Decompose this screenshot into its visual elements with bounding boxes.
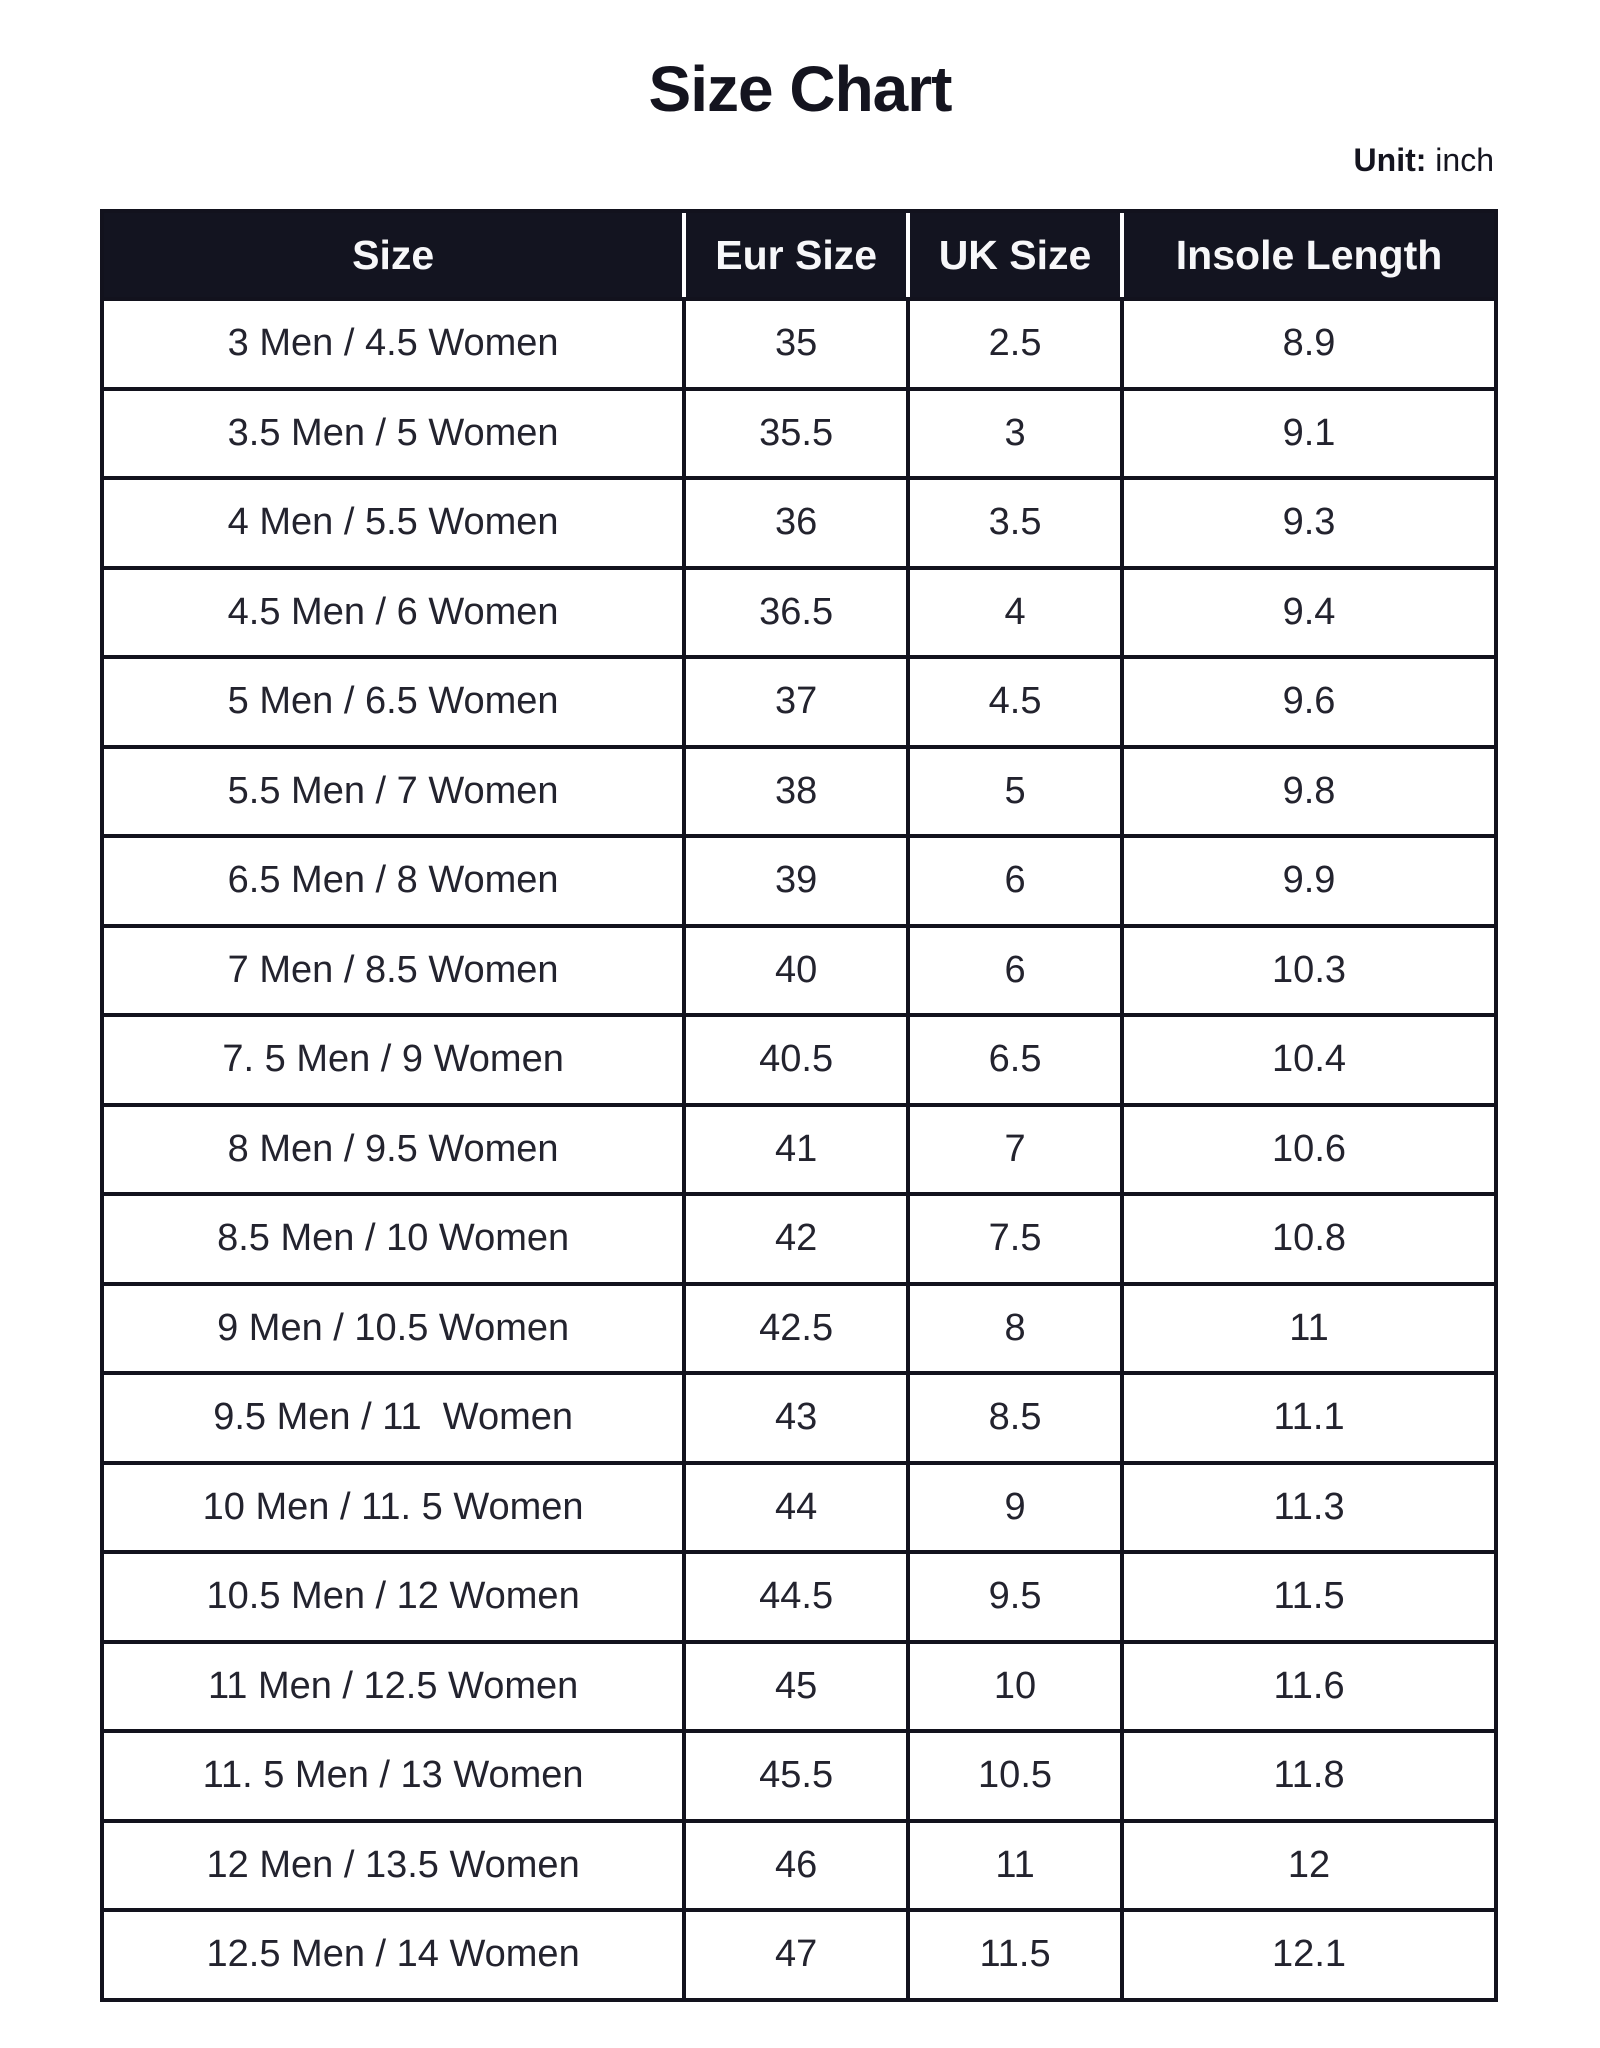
- insole-length-cell: 9.1: [1120, 387, 1494, 477]
- eur-size-cell: 46: [682, 1819, 906, 1909]
- size-cell: 3 Men / 4.5 Women: [104, 297, 682, 387]
- page-title: Size Chart: [648, 53, 952, 125]
- uk-size-cell: 6: [906, 834, 1120, 924]
- uk-size-cell: 6: [906, 924, 1120, 1014]
- eur-size-cell: 43: [682, 1371, 906, 1461]
- uk-size-cell: 11: [906, 1819, 1120, 1909]
- eur-size-cell: 37: [682, 655, 906, 745]
- table-body: [104, 297, 1494, 1998]
- size-cell: 11 Men / 12.5 Women: [104, 1640, 682, 1730]
- insole-length-cell: 11.1: [1120, 1371, 1494, 1461]
- eur-size-cell: 38: [682, 745, 906, 835]
- eur-size-cell: 45.5: [682, 1729, 906, 1819]
- insole-length-cell: 10.4: [1120, 1013, 1494, 1103]
- size-chart-table: [100, 209, 1498, 2002]
- table-row: [104, 1013, 1494, 1103]
- eur-size-cell: 41: [682, 1103, 906, 1193]
- eur-size-cell: 35.5: [682, 387, 906, 477]
- uk-size-cell: 9: [906, 1461, 1120, 1551]
- insole-length-cell: 12: [1120, 1819, 1494, 1909]
- table-row: [104, 1103, 1494, 1193]
- unit-note: [0, 142, 1600, 179]
- size-cell: 10 Men / 11. 5 Women: [104, 1461, 682, 1551]
- eur-size-cell: 44.5: [682, 1550, 906, 1640]
- size-cell: 8 Men / 9.5 Women: [104, 1103, 682, 1193]
- size-cell: 8.5 Men / 10 Women: [104, 1192, 682, 1282]
- insole-length-cell: 10.8: [1120, 1192, 1494, 1282]
- uk-size-cell: 9.5: [906, 1550, 1120, 1640]
- uk-size-cell: 8.5: [906, 1371, 1120, 1461]
- insole-length-cell: 8.9: [1120, 297, 1494, 387]
- insole-length-cell: 12.1: [1120, 1908, 1494, 1998]
- table-row: [104, 655, 1494, 745]
- uk-size-cell: 4.5: [906, 655, 1120, 745]
- table-row: [104, 1192, 1494, 1282]
- column-header-insole-length: Insole Length: [1120, 213, 1494, 297]
- table-row: [104, 1640, 1494, 1730]
- eur-size-cell: 35: [682, 297, 906, 387]
- insole-length-cell: 11.3: [1120, 1461, 1494, 1551]
- size-cell: 10.5 Men / 12 Women: [104, 1550, 682, 1640]
- eur-size-cell: 47: [682, 1908, 906, 1998]
- size-cell: 7. 5 Men / 9 Women: [104, 1013, 682, 1103]
- insole-length-cell: 10.6: [1120, 1103, 1494, 1193]
- uk-size-cell: 4: [906, 566, 1120, 656]
- size-cell: 5.5 Men / 7 Women: [104, 745, 682, 835]
- table-row: [104, 1282, 1494, 1372]
- size-cell: 7 Men / 8.5 Women: [104, 924, 682, 1014]
- uk-size-cell: 10.5: [906, 1729, 1120, 1819]
- eur-size-cell: 40: [682, 924, 906, 1014]
- table-row: [104, 476, 1494, 566]
- table-row: [104, 1819, 1494, 1909]
- insole-length-cell: 9.9: [1120, 834, 1494, 924]
- table-row: [104, 297, 1494, 387]
- eur-size-cell: 40.5: [682, 1013, 906, 1103]
- table-row: [104, 924, 1494, 1014]
- table-row: [104, 834, 1494, 924]
- size-cell: 9.5 Men / 11 Women: [104, 1371, 682, 1461]
- insole-length-cell: 9.4: [1120, 566, 1494, 656]
- eur-size-cell: 36: [682, 476, 906, 566]
- size-cell: 4.5 Men / 6 Women: [104, 566, 682, 656]
- insole-length-cell: 11.8: [1120, 1729, 1494, 1819]
- table-row: [104, 1371, 1494, 1461]
- insole-length-cell: 11.6: [1120, 1640, 1494, 1730]
- eur-size-cell: 42: [682, 1192, 906, 1282]
- uk-size-cell: 7.5: [906, 1192, 1120, 1282]
- size-cell: 4 Men / 5.5 Women: [104, 476, 682, 566]
- size-cell: 12 Men / 13.5 Women: [104, 1819, 682, 1909]
- table-row: [104, 1461, 1494, 1551]
- table-header-row: [104, 213, 1494, 297]
- size-cell: 12.5 Men / 14 Women: [104, 1908, 682, 1998]
- table-row: [104, 387, 1494, 477]
- insole-length-cell: 9.8: [1120, 745, 1494, 835]
- eur-size-cell: 36.5: [682, 566, 906, 656]
- size-cell: 9 Men / 10.5 Women: [104, 1282, 682, 1372]
- uk-size-cell: 8: [906, 1282, 1120, 1372]
- insole-length-cell: 10.3: [1120, 924, 1494, 1014]
- table-row: [104, 745, 1494, 835]
- eur-size-cell: 44: [682, 1461, 906, 1551]
- insole-length-cell: 11.5: [1120, 1550, 1494, 1640]
- uk-size-cell: 10: [906, 1640, 1120, 1730]
- column-header-size: Size: [104, 213, 682, 297]
- size-cell: 11. 5 Men / 13 Women: [104, 1729, 682, 1819]
- table-row: [104, 1729, 1494, 1819]
- eur-size-cell: 45: [682, 1640, 906, 1730]
- insole-length-cell: 9.6: [1120, 655, 1494, 745]
- uk-size-cell: 11.5: [906, 1908, 1120, 1998]
- uk-size-cell: 2.5: [906, 297, 1120, 387]
- column-header-uk-size: UK Size: [906, 213, 1120, 297]
- insole-length-cell: 9.3: [1120, 476, 1494, 566]
- unit-value: inch: [1426, 142, 1494, 178]
- uk-size-cell: 6.5: [906, 1013, 1120, 1103]
- table-row: [104, 1550, 1494, 1640]
- table-row: [104, 566, 1494, 656]
- uk-size-cell: 7: [906, 1103, 1120, 1193]
- size-cell: 3.5 Men / 5 Women: [104, 387, 682, 477]
- size-cell: 6.5 Men / 8 Women: [104, 834, 682, 924]
- column-header-eur-size: Eur Size: [682, 213, 906, 297]
- eur-size-cell: 42.5: [682, 1282, 906, 1372]
- unit-label: Unit:: [1353, 142, 1427, 178]
- insole-length-cell: 11: [1120, 1282, 1494, 1372]
- uk-size-cell: 3.5: [906, 476, 1120, 566]
- table-row: [104, 1908, 1494, 1998]
- uk-size-cell: 5: [906, 745, 1120, 835]
- eur-size-cell: 39: [682, 834, 906, 924]
- uk-size-cell: 3: [906, 387, 1120, 477]
- size-cell: 5 Men / 6.5 Women: [104, 655, 682, 745]
